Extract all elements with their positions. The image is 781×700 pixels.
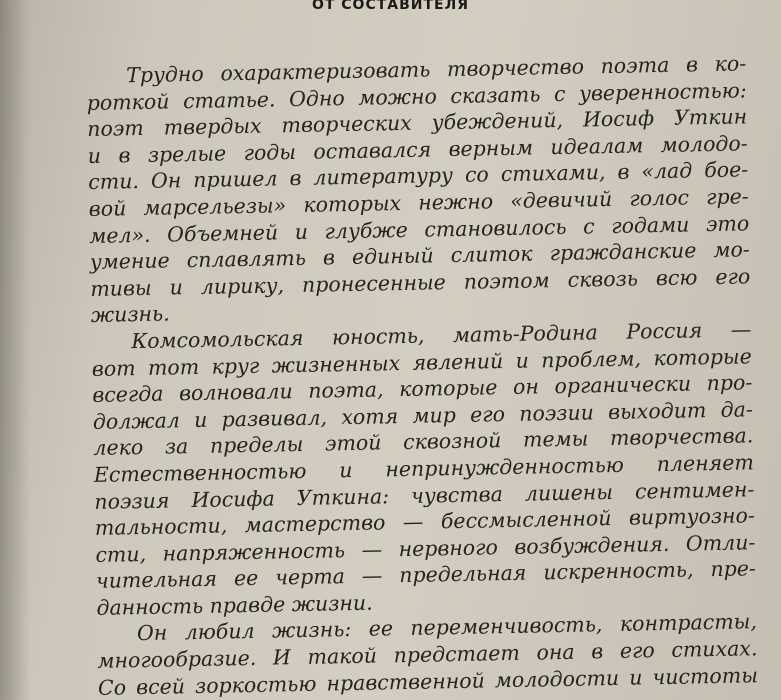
text-line: должал и развивал, хотя мир его поэзии выходит да- — [92, 396, 753, 434]
text-line: роткой статье. Одно можно сказать с уверенностью: — [86, 77, 747, 115]
text-line: мел». Объемней и глубже становилось с годами это — [89, 210, 750, 248]
text-line: леко за пределы этой сквозной темы творчества. — [93, 423, 754, 461]
text-line: многообразие. И такой предстает она в его стихах. — [97, 636, 758, 673]
text-line: Трудно охарактеризовать творчество поэта в ко- — [126, 51, 747, 88]
text-line: тальности, мастерство — бессмысленной виртуозно- — [94, 503, 756, 541]
text-line: сти. Он пришел в литературу со стихами, в «лад бое- — [88, 157, 749, 195]
section-heading: ОТ СОСТАВИТЕЛЯ — [311, 0, 470, 13]
text-line: чительная ее черта — предельная искренность, пре- — [95, 556, 757, 594]
text-line: поэзия Иосифа Уткина: чувства лишены сентимен- — [94, 476, 755, 514]
page-spine-shadow — [0, 0, 30, 700]
text-line: тивы и лирику, пронесенные поэтом сквозь всю его — [90, 264, 751, 301]
text-line: Комсомольская юность, мать-Родина Россия — — [131, 317, 752, 354]
body-text — [86, 50, 758, 700]
text-line: Он любил жизнь: ее переменчивость, контрасты, — [136, 609, 758, 646]
text-line: сти, напряженность — нервного возбуждения. Отли- — [95, 529, 756, 567]
text-line: всегда волновали поэта, которые он органически про- — [92, 370, 753, 408]
text-line: умение сплавлять в единый слиток гражданские мо- — [89, 237, 750, 275]
text-line: данность правде жизни. — [96, 590, 373, 620]
text-line: вот тот круг жизненных явлений и проблем, которые — [91, 343, 752, 381]
text-line: Естественностью и непринужденностью пленяет — [93, 450, 755, 487]
text-line: вой марсельезы» которых нежно «девичий голос гре- — [88, 184, 749, 221]
text-line: жизнь. — [90, 301, 170, 328]
text-line: и в зрелые годы оставался верным идеалам молодо- — [87, 131, 748, 168]
text-line: поэт твердых творческих убеждений, Иосиф Уткин — [87, 104, 748, 142]
text-line: Со всей зоркостью нравственной молодости и чистоты — [97, 662, 759, 700]
